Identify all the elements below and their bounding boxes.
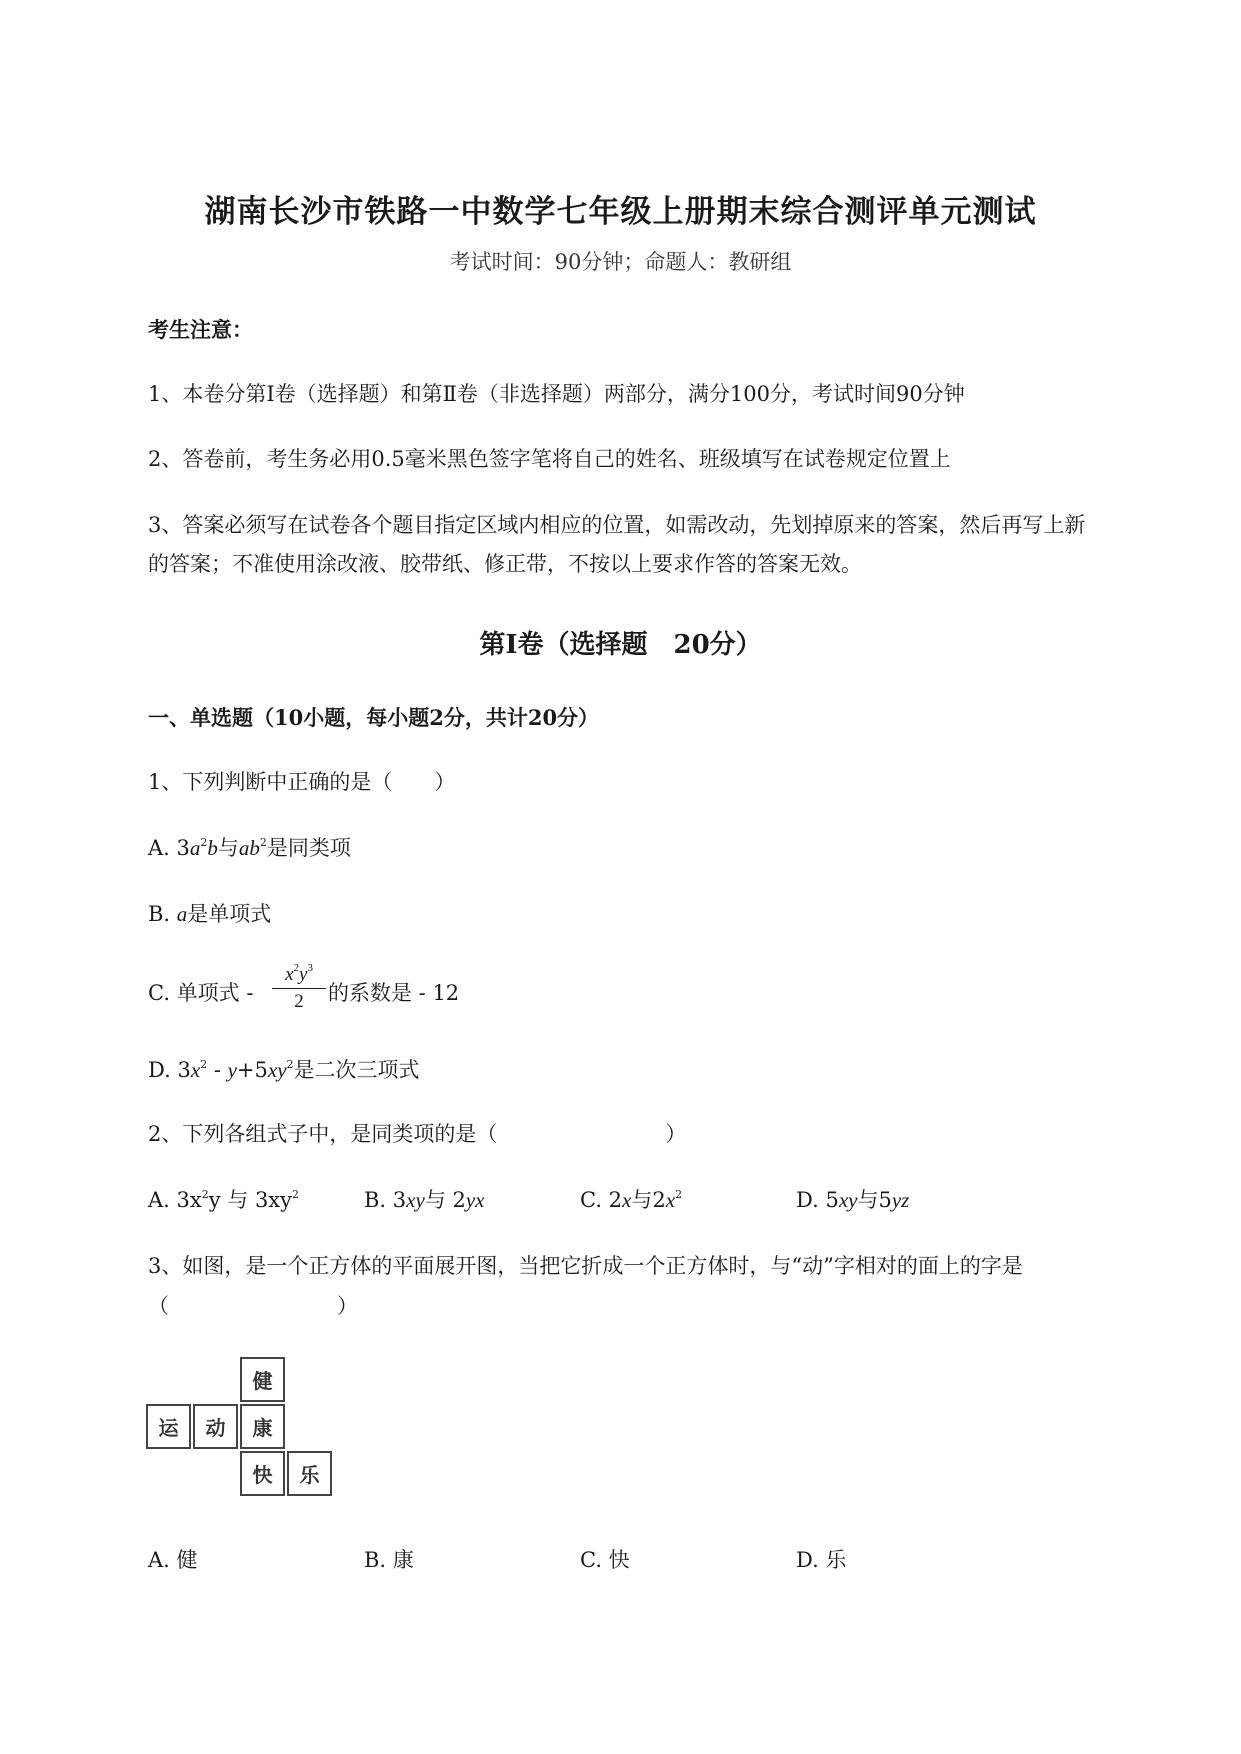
- notice-item-1: 1、本卷分第I卷（选择题）和第Ⅱ卷（非选择题）两部分，满分100分，考试时间90分钟: [148, 382, 965, 406]
- question-1-option-b: B. a是单项式: [148, 902, 272, 926]
- question-2-option-a: A. $3x^2y$ 与 $3xy^2$: [148, 1188, 300, 1212]
- question-3-stem-cont: （ ）: [148, 1294, 358, 1318]
- question-3-option-d: D. 乐: [796, 1548, 847, 1572]
- question-1-option-d: D. $3x^2 - y+5xy^2$是二次三项式: [148, 1058, 420, 1082]
- notice-heading: 考生注意：: [148, 317, 253, 342]
- cube-net-face-le: 乐: [287, 1451, 332, 1496]
- exam-subtitle: 考试时间：90分钟；命题人：教研组: [449, 250, 792, 274]
- question-2-option-b: B. 3xy与 2yx: [364, 1188, 485, 1212]
- question-3-option-b: B. 康: [364, 1548, 414, 1572]
- question-2-stem: 2、下列各组式子中，是同类项的是（ ）: [148, 1122, 687, 1146]
- notice-item-2: 2、答卷前，考生务必用0.5毫米黑色签字笔将自己的姓名、班级填写在试卷规定位置上: [148, 447, 951, 471]
- notice-item-3-cont: 的答案；不准使用涂改液、胶带纸、修正带，不按以上要求作答的答案无效。: [148, 552, 862, 576]
- part-heading: 一、单选题（10小题，每小题2分，共计20分）: [148, 705, 600, 730]
- question-1-option-a: A. $3a^2b$与$ab^2$是同类项: [148, 836, 351, 860]
- section-title: 第I卷（选择题 20分）: [479, 630, 762, 660]
- cube-net-face-kang: 康: [240, 1404, 285, 1449]
- cube-net-face-dong: 动: [193, 1404, 238, 1449]
- cube-net-face-jian: 健: [240, 1357, 285, 1402]
- question-3-stem: 3、如图，是一个正方体的平面展开图，当把它折成一个正方体时，与“动”字相对的面上的字是: [148, 1254, 1023, 1278]
- question-1-option-c-tail: 的系数是 - 12: [328, 981, 460, 1005]
- question-3-option-c: C. 快: [580, 1548, 630, 1572]
- question-2-option-d: D. 5xy与5yz: [796, 1188, 910, 1212]
- fraction-x2y3-over-2: $\frac{x^2y^3}{2}$: [272, 962, 326, 1013]
- cube-net-face-kuai: 快: [240, 1451, 285, 1496]
- question-1-option-c: C. 单项式 -: [148, 981, 254, 1005]
- question-3-option-a: A. 健: [148, 1548, 198, 1572]
- cube-net-figure: [146, 1357, 336, 1497]
- cube-net-face-yun: 运: [146, 1404, 191, 1449]
- notice-item-3: 3、答案必须写在试卷各个题目指定区域内相应的位置，如需改动，先划掉原来的答案，然后再写上新: [148, 513, 1086, 537]
- question-2-option-c: C. 2x与$2x^2$: [580, 1188, 683, 1212]
- document-title: 湖南长沙市铁路一中数学七年级上册期末综合测评单元测试: [204, 194, 1037, 230]
- question-1-stem: 1、下列判断中正确的是（ ）: [148, 770, 456, 794]
